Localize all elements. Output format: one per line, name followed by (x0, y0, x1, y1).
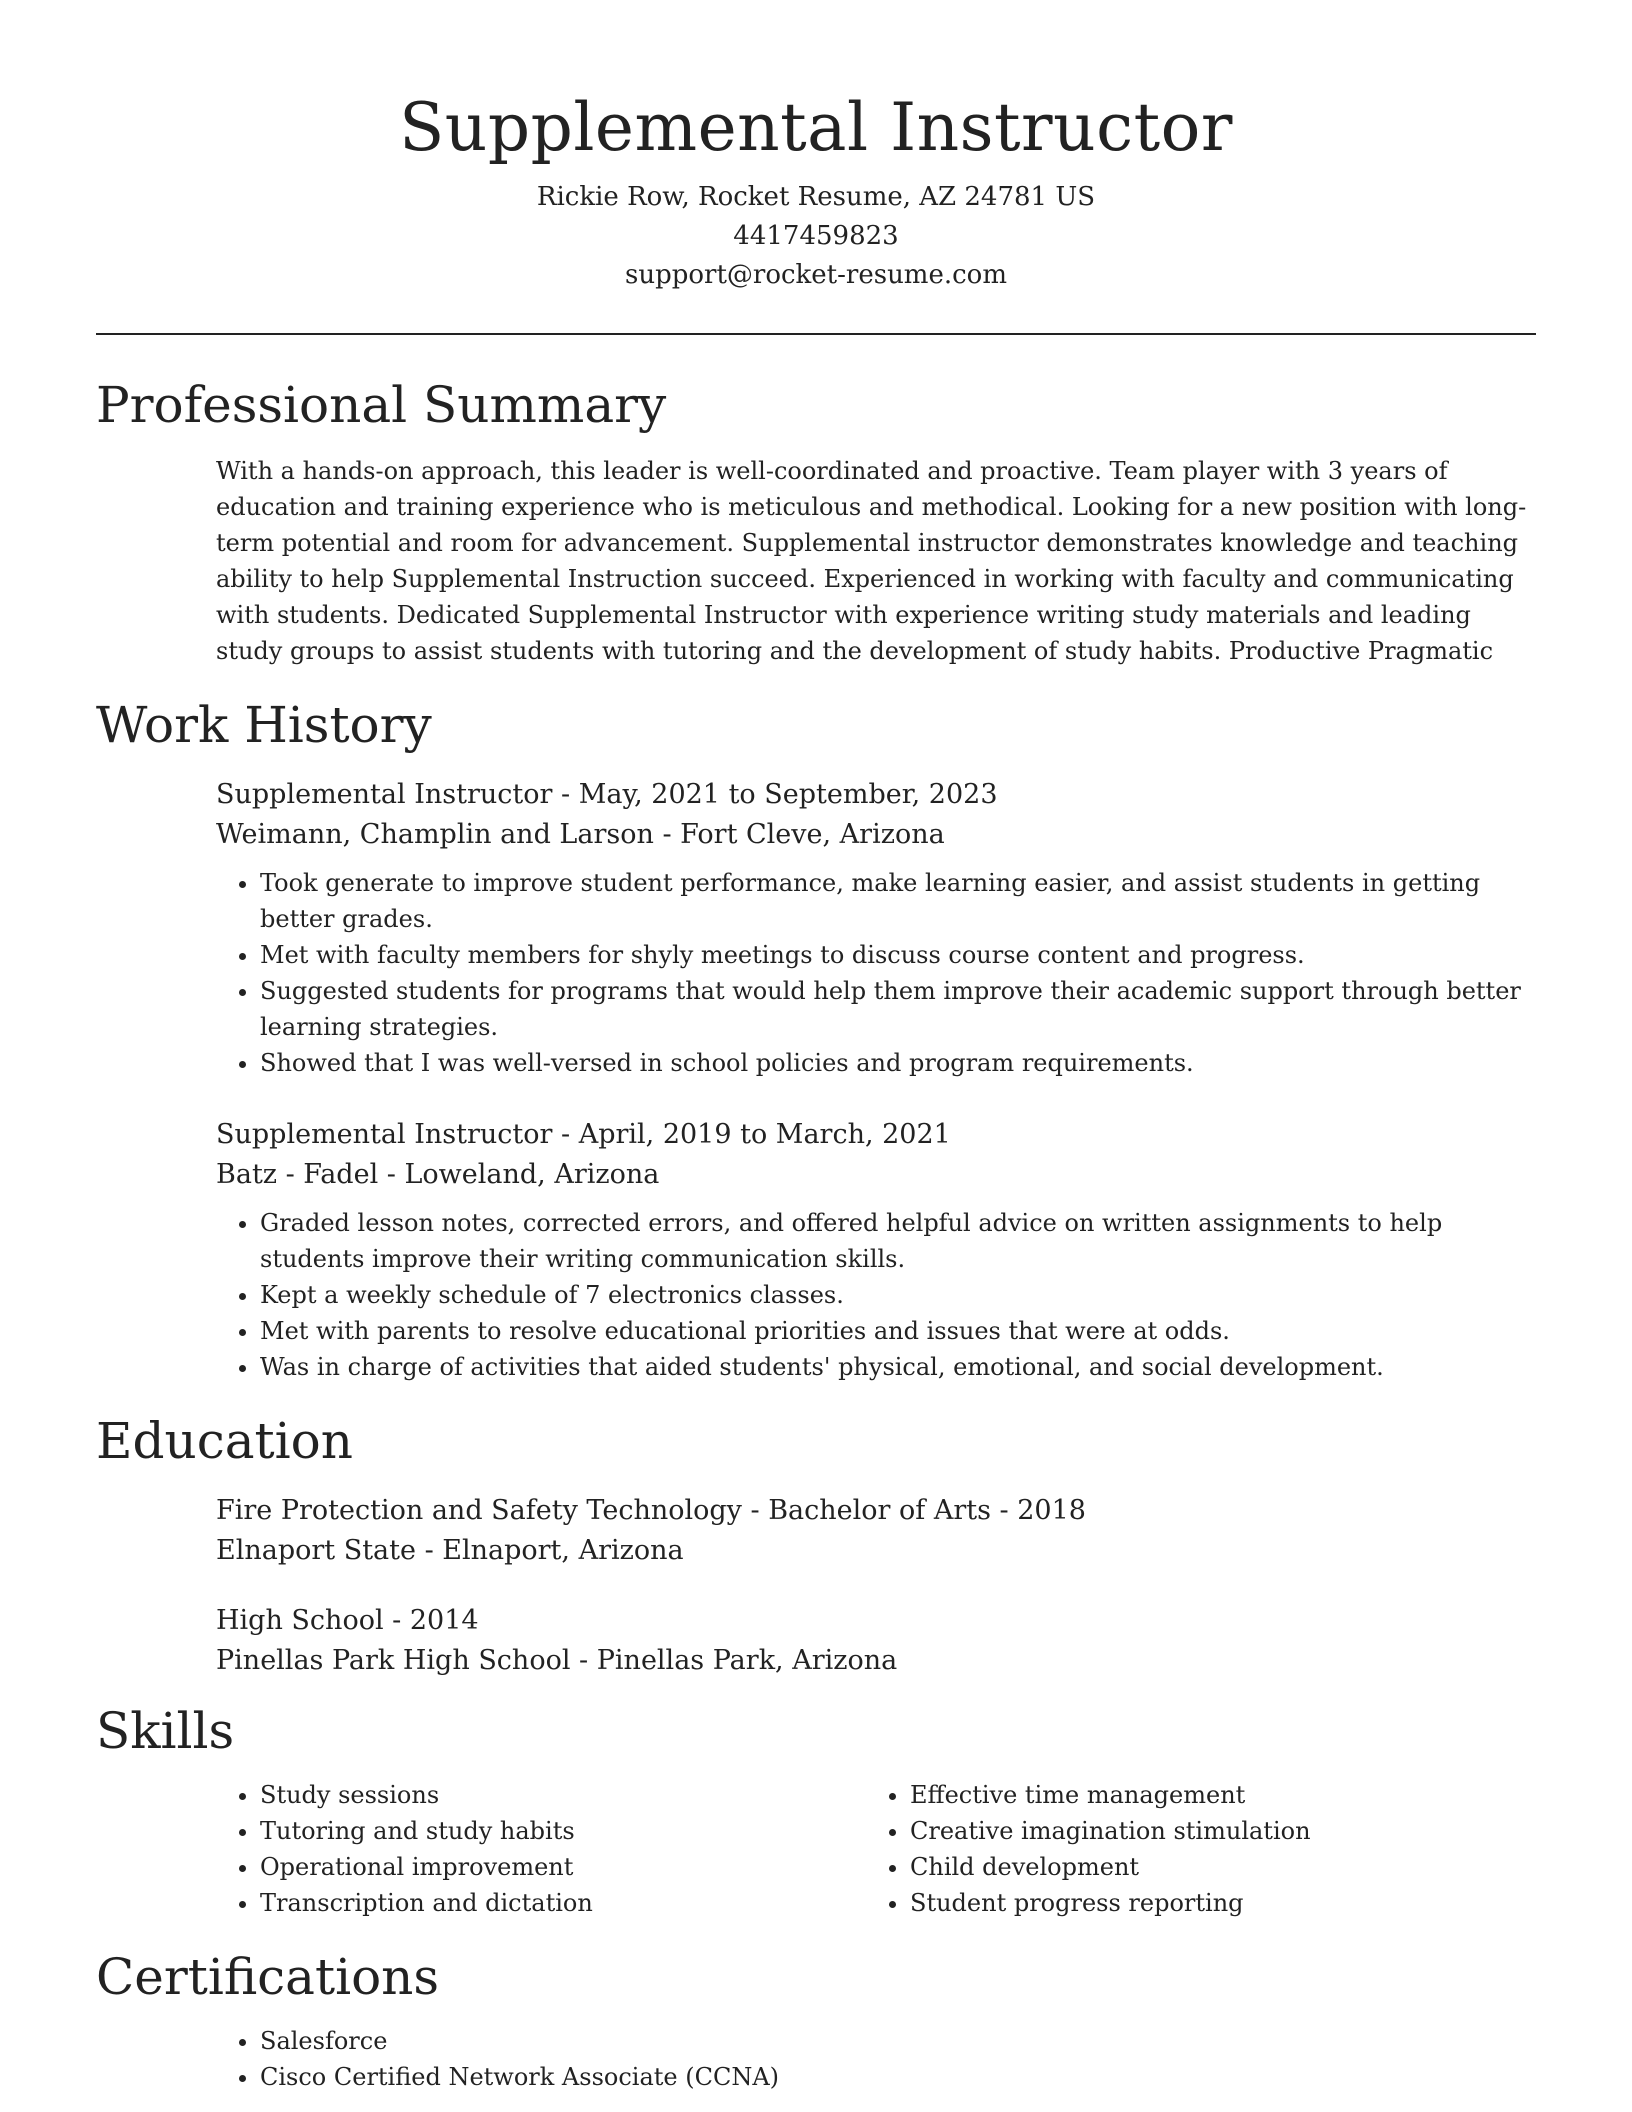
school-name: Pinellas Park High School (216, 1645, 571, 1676)
list-item: • Met with faculty members for shyly meetings to discuss course content and progress. (260, 937, 1536, 973)
list-item: • Took generate to improve student performance, make learning easier, and assist students in getting better grades. (260, 865, 1536, 937)
list-item: • Salesforce (260, 2023, 1536, 2059)
degree-name: High School (216, 1605, 384, 1636)
summary-heading: Professional Summary (96, 376, 667, 434)
list-item: • Kept a weekly schedule of 7 electronics classes. (260, 1277, 1536, 1313)
skills-list-right (866, 1777, 1516, 1921)
list-item: • Met with parents to resolve educational priorities and issues that were at odds. (260, 1313, 1536, 1349)
employer-line (216, 1155, 1536, 1195)
list-item: • Suggested students for programs that would help them improve their academic support through better learning strategies. (260, 973, 1536, 1045)
certifications-heading: Certifications (96, 1948, 440, 2006)
degree-line (216, 1491, 1536, 1531)
school-location: - Elnaport, Arizona (415, 1535, 684, 1566)
job-location: - Fort Cleve, Arizona (653, 819, 945, 850)
school-location: - Pinellas Park, Arizona (570, 1645, 898, 1676)
list-item: • Creative imagination stimulation (910, 1813, 1516, 1849)
list-item: • Child development (910, 1849, 1516, 1885)
resume-header (96, 0, 1536, 295)
job-bullets (216, 1205, 1536, 1385)
summary-section (96, 373, 1536, 669)
job-title-line (216, 775, 1536, 815)
skills-heading: Skills (96, 1702, 235, 1760)
contact-address: Rickie Row, Rocket Resume, AZ 24781 US (536, 182, 1096, 212)
job-dates: - May, 2021 to September, 2023 (552, 779, 998, 810)
job-role: Supplemental Instructor (216, 779, 553, 810)
list-item: • Effective time management (910, 1777, 1516, 1813)
list-item: • Was in charge of activities that aided students' physical, emotional, and social development. (260, 1349, 1536, 1385)
contact-phone: 4417459823 (733, 221, 899, 251)
contact-info (96, 178, 1536, 295)
job-bullets (216, 865, 1536, 1081)
employer-line (216, 815, 1536, 855)
education-heading: Education (96, 1412, 353, 1470)
work-history-heading: Work History (96, 696, 432, 754)
work-history-section (96, 693, 1536, 1385)
job-dates: - April, 2019 to March, 2021 (552, 1119, 951, 1150)
school-line (216, 1641, 1536, 1681)
degree-year: - 2018 (990, 1495, 1086, 1526)
job-title-line (216, 1115, 1536, 1155)
page-title: Supplemental Instructor (399, 89, 1233, 166)
list-item: • Transcription and dictation (260, 1885, 866, 1921)
education-section (96, 1409, 1536, 1681)
list-item: • Graded lesson notes, corrected errors, and offered helpful advice on written assignments to help students improve their writing communication skills. (260, 1205, 1536, 1277)
contact-email: support@rocket-resume.com (624, 260, 1007, 290)
certifications-section (96, 1945, 1536, 2095)
school-line (216, 1531, 1536, 1571)
skills-section (96, 1699, 1536, 1921)
header-divider (96, 333, 1536, 335)
list-item: • Tutoring and study habits (260, 1813, 866, 1849)
list-item: • Showed that I was well-versed in school policies and program requirements. (260, 1045, 1536, 1081)
job-entry (216, 775, 1536, 1081)
school-name: Elnaport State (216, 1535, 416, 1566)
job-role: Supplemental Instructor (216, 1119, 553, 1150)
summary-text: With a hands-on approach, this leader is well-coordinated and proactive. Team player with 3 years of education and training experience who is meticulous and methodical. Looking for a new position with long-term potential and room for advancement. Supplemental instructor demonstrates knowledge and teaching ability to help Supplemental Instruction succeed. Experienced in working with faculty and communicating with students. Dedicated Supplemental Instructor with experience writing study materials and leading study groups to assist students with tutoring and the development of study habits. Productive Pragmatic (216, 457, 1527, 665)
education-entry (216, 1601, 1536, 1681)
job-company: Batz - Fadel (216, 1159, 379, 1190)
skills-list-left (216, 1777, 866, 1921)
degree-year: - 2014 (383, 1605, 479, 1636)
resume-page (96, 0, 1536, 2095)
skills-column-right (866, 1777, 1516, 1921)
skills-column-left (216, 1777, 866, 1921)
list-item: • Student progress reporting (910, 1885, 1516, 1921)
job-entry (216, 1115, 1536, 1385)
job-company: Weimann, Champlin and Larson (216, 819, 654, 850)
certifications-list (216, 2023, 1536, 2095)
degree-line (216, 1601, 1536, 1641)
list-item: • Operational improvement (260, 1849, 866, 1885)
list-item: • Cisco Certified Network Associate (CCNA) (260, 2059, 1536, 2095)
skills-grid (216, 1777, 1536, 1921)
degree-name: Fire Protection and Safety Technology - Bachelor of Arts (216, 1495, 991, 1526)
education-entry (216, 1491, 1536, 1571)
list-item: • Study sessions (260, 1777, 866, 1813)
job-location: - Loweland, Arizona (378, 1159, 660, 1190)
